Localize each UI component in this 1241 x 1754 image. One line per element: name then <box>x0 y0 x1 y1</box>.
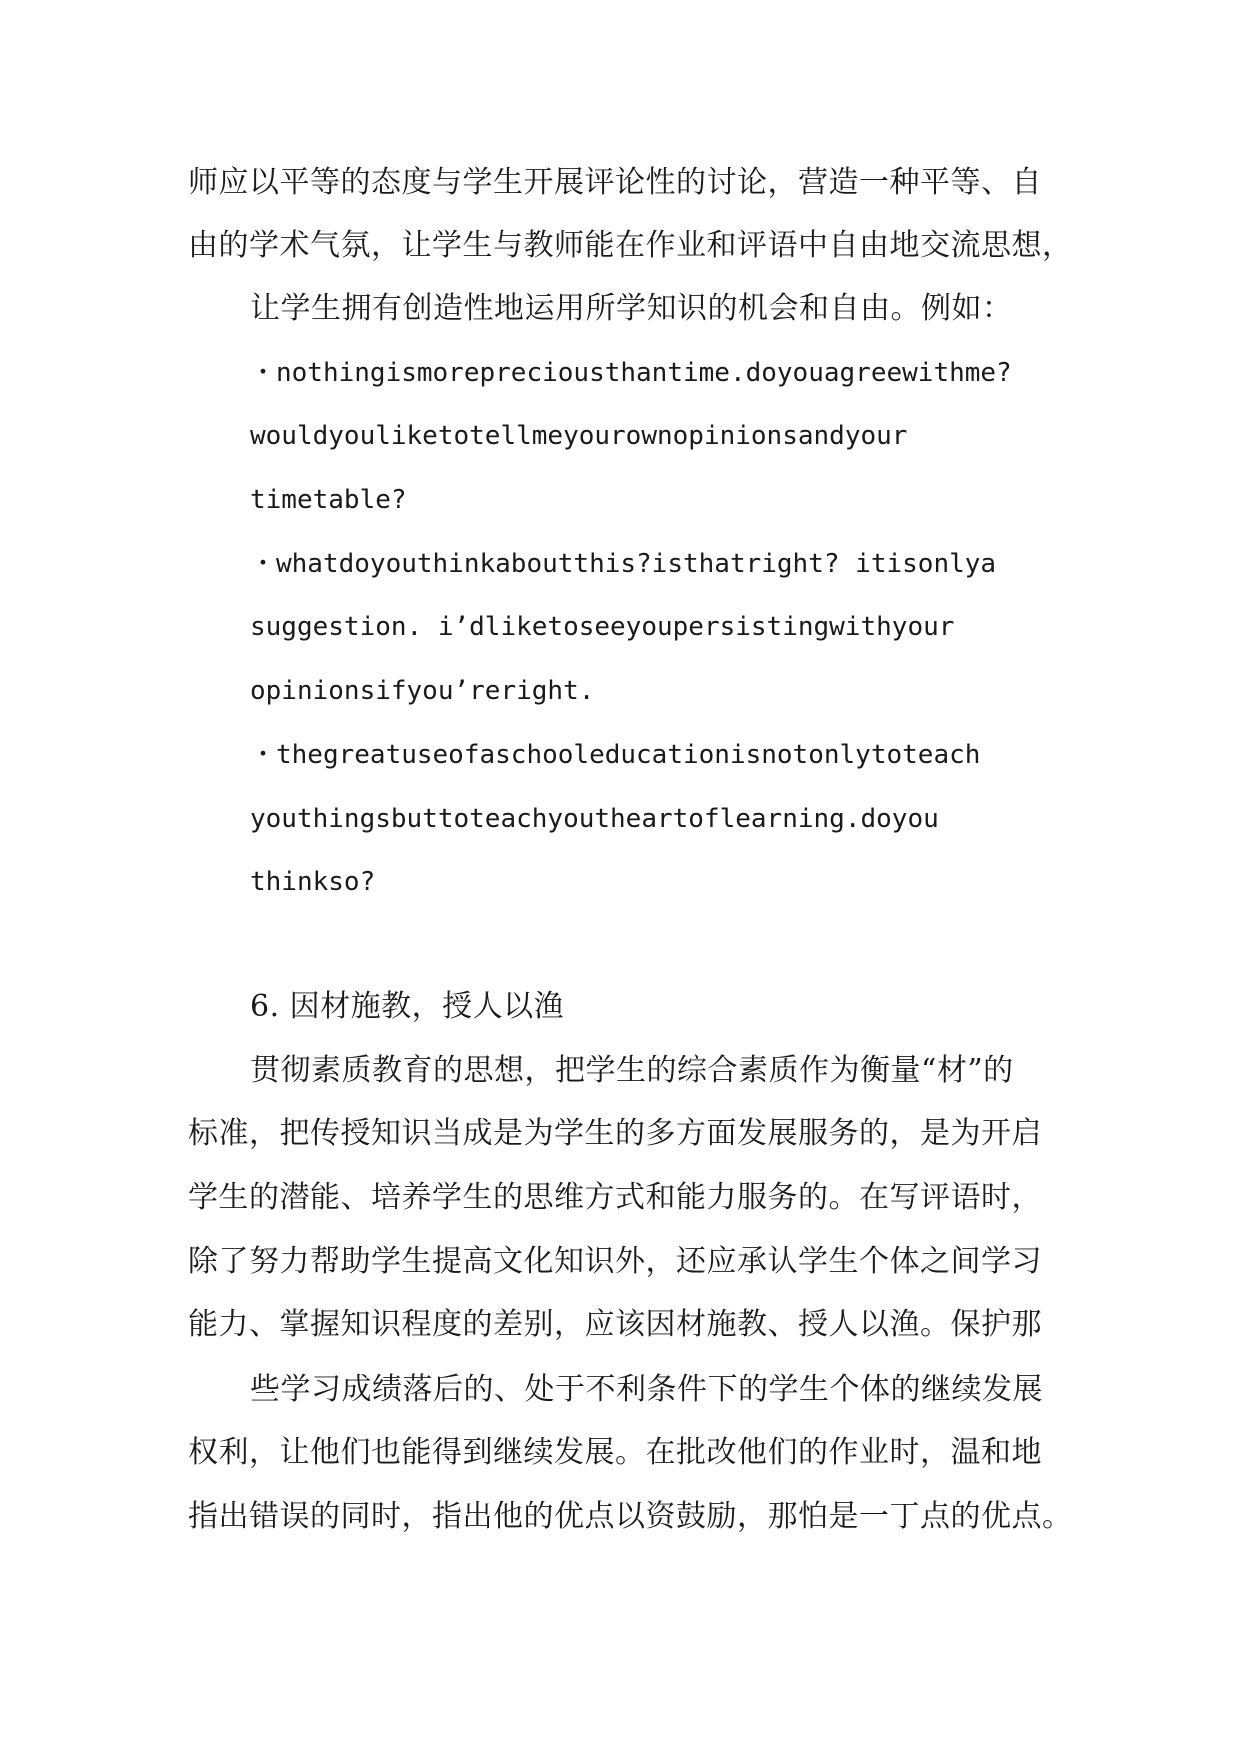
example-line: suggestion. i’dliketoseeyoupersistingwithyour <box>250 612 955 642</box>
paragraph-line: 由的学术气氛，让学生与教师能在作业和评语中自由地交流思想， <box>188 228 1073 263</box>
example-line: timetable? <box>250 485 407 515</box>
paragraph-line: 指出错误的同时，指出他的优点以资鼓励，那怕是一丁点的优点。 <box>188 1499 1073 1534</box>
example-line: ・thegreatuseofaschooleducationisnotonlytoteach <box>250 740 981 770</box>
paragraph-line: 能力、掌握知识程度的差别，应该因材施教、授人以渔。保护那 <box>188 1307 1042 1342</box>
example-line: opinionsifyou’reright. <box>250 676 595 706</box>
paragraph-line: 让学生拥有创造性地运用所学知识的机会和自由。例如： <box>250 291 1013 326</box>
paragraph-line: 学生的潜能、培养学生的思维方式和能力服务的。在写评语时， <box>188 1180 1042 1215</box>
example-line: thinkso? <box>250 867 376 897</box>
example-line: ・whatdoyouthinkaboutthis?isthatright? itisonlya <box>250 549 997 579</box>
paragraph-line: 除了努力帮助学生提高文化知识外，还应承认学生个体之间学习 <box>188 1244 1042 1279</box>
example-line: ・nothingismorepreciousthantime.doyouagreewithme? <box>250 358 1012 388</box>
paragraph-line: 权利，让他们也能得到继续发展。在批改他们的作业时，温和地 <box>188 1435 1042 1470</box>
paragraph-line: 标准，把传授知识当成是为学生的多方面发展服务的，是为开启 <box>188 1116 1042 1151</box>
example-line: wouldyouliketotellmeyourownopinionsandyour <box>250 421 908 451</box>
example-line: youthingsbuttoteachyoutheartoflearning.doyou <box>250 804 939 834</box>
paragraph-line: 贯彻素质教育的思想，把学生的综合素质作为衡量“材”的 <box>250 1053 1014 1088</box>
paragraph-line: 些学习成绩落后的、处于不利条件下的学生个体的继续发展 <box>250 1372 1043 1407</box>
paragraph-line: 师应以平等的态度与学生开展评论性的讨论，营造一种平等、自 <box>188 165 1042 200</box>
section-heading: 6. 因材施教，授人以渔 <box>250 989 565 1024</box>
